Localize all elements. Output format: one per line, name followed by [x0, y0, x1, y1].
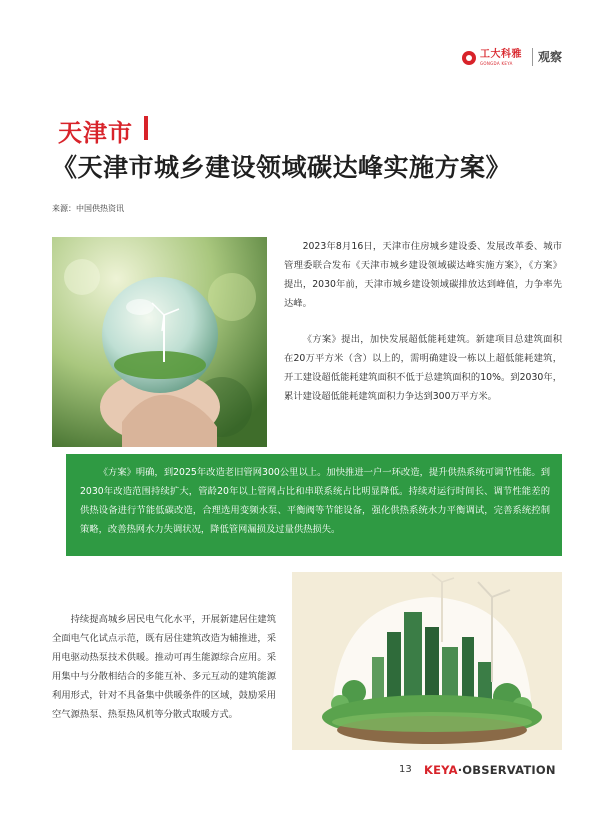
paragraph-intro: 2023年8月16日，天津市住房城乡建设委、发展改革委、城市管理委联合发布《天津市城乡建设领域碳达峰实施方案》，《方案》提出，2030年前，天津市城乡建设领域碳排放达到峰值，力争率先达峰。 — [284, 241, 562, 309]
hand-globe-photo — [52, 237, 267, 447]
title-city: 天津市 — [58, 119, 133, 147]
source-line: 来源：中国供热资讯 — [52, 204, 124, 213]
highlight-box — [66, 454, 562, 556]
paragraph-electrification: 持续提高城乡居民电气化水平，开展新建居住建筑全面电气化试点示范，既有居住建筑改造为辅推进，采用电驱动热泵技术供暖。推动可再生能源综合应用。采用集中与分散相结合的多能互补、多元互动的建筑能源利用形式，针对不具备集中供暖条件的区域，鼓励采用空气源热泵、热泵热风机等分散式取暖方式。 — [52, 614, 276, 720]
header-divider — [532, 48, 533, 66]
footer-brand — [424, 763, 556, 777]
brand-logo — [462, 47, 532, 69]
section-label: 观察 — [538, 50, 563, 64]
page-title: 《天津市城乡建设领域碳达峰实施方案》 — [52, 153, 512, 182]
footer-brand-observation: ·OBSERVATION — [457, 763, 556, 777]
footer-brand-keya: KEYA — [424, 763, 458, 777]
logo-cn-text: 工大科雅 — [480, 49, 522, 60]
title-accent-bar — [144, 116, 148, 140]
logo-en-text: GONGDA KEYA — [480, 61, 513, 66]
page-number: 13 — [399, 764, 412, 775]
paragraph-pipeline-renovation: 《方案》明确，到2025年改造老旧管网300公里以上。加快推进一户一环改造，提升供热系统可调节性能。到2030年改造范围持续扩大，管龄20年以上管网占比和串联系统占比明显降低。持续对运行时间长、调节性能差的供热设备进行节能低碳改造，合理选用变频水泵、平衡阀等节能设备，强化供热系统水力平衡调试，完善系统控制策略，改善热网水力失调状况，降低管网漏损及过量供热损失。 — [80, 467, 550, 535]
paragraph-ultra-low-energy: 《方案》提出，加快发展超低能耗建筑。新建项目总建筑面积在20万平方米（含）以上的，需明确建设一栋以上超低能耗建筑，开工建设超低能耗建筑面积不低于总建筑面积的10%。到2030年，累计建设超低能耗建筑面积力争达到300万平方米。 — [284, 334, 562, 402]
logo-mark-icon — [462, 51, 476, 65]
green-city-illustration — [292, 572, 562, 750]
